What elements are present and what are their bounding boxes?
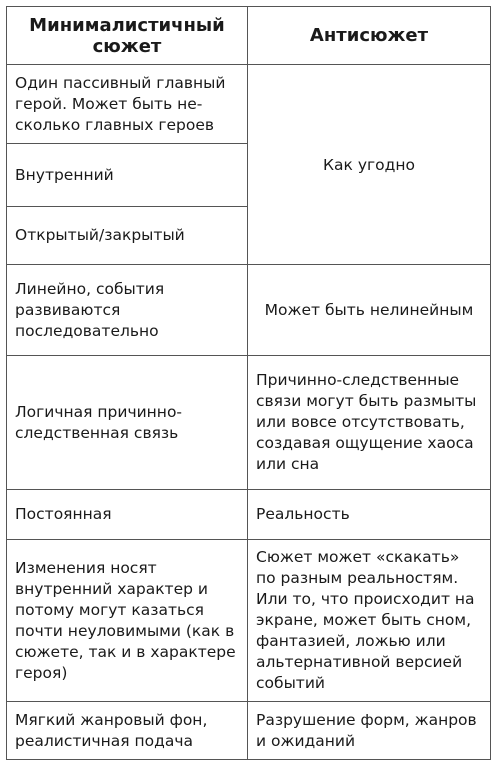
cell-nonlinear: Может быть нелинейным (248, 265, 491, 356)
cell-ending: Открытый/закрытый (7, 207, 248, 265)
cell-changes: Изменения носят внутренний характер и потому могут казаться почти неуловимыми (как в сюжете, так и в характере героя) (7, 540, 248, 702)
comparison-table (6, 6, 491, 760)
header-minimalist-plot: Минималистичный сюжет (7, 7, 248, 65)
table-row (7, 702, 491, 760)
header-antiplot: Антисюжет (248, 7, 491, 65)
cell-conflict: Внутренний (7, 144, 248, 207)
table-row (7, 265, 491, 356)
cell-constant: Постоянная (7, 490, 248, 540)
cell-reality: Реальность (248, 490, 491, 540)
cell-any-way: Как угодно (248, 65, 491, 265)
table-row (7, 490, 491, 540)
cell-plot-jumps: Сюжет может «скакать» по разным реальностям. Или то, что происходит на экране, может быть сном, фантазией, ложью или альтернативной версией событий (248, 540, 491, 702)
cell-linear: Линейно, события развиваются последовательно (7, 265, 248, 356)
cell-destruction: Разрушение форм, жанров и ожиданий (248, 702, 491, 760)
table-row (7, 65, 491, 144)
table-row (7, 356, 491, 490)
table-row (7, 540, 491, 702)
header-row (7, 7, 491, 65)
cell-causality: Логичная причинно-следственная связь (7, 356, 248, 490)
cell-causality-blurred: Причинно-следственные связи могут быть размыты или вовсе отсутствовать, создавая ощущение хаоса или сна (248, 356, 491, 490)
cell-soft-genre: Мягкий жанровый фон, реалистичная подача (7, 702, 248, 760)
cell-protagonist: Один пассивный главный герой. Может быть не-сколько главных героев (7, 65, 248, 144)
